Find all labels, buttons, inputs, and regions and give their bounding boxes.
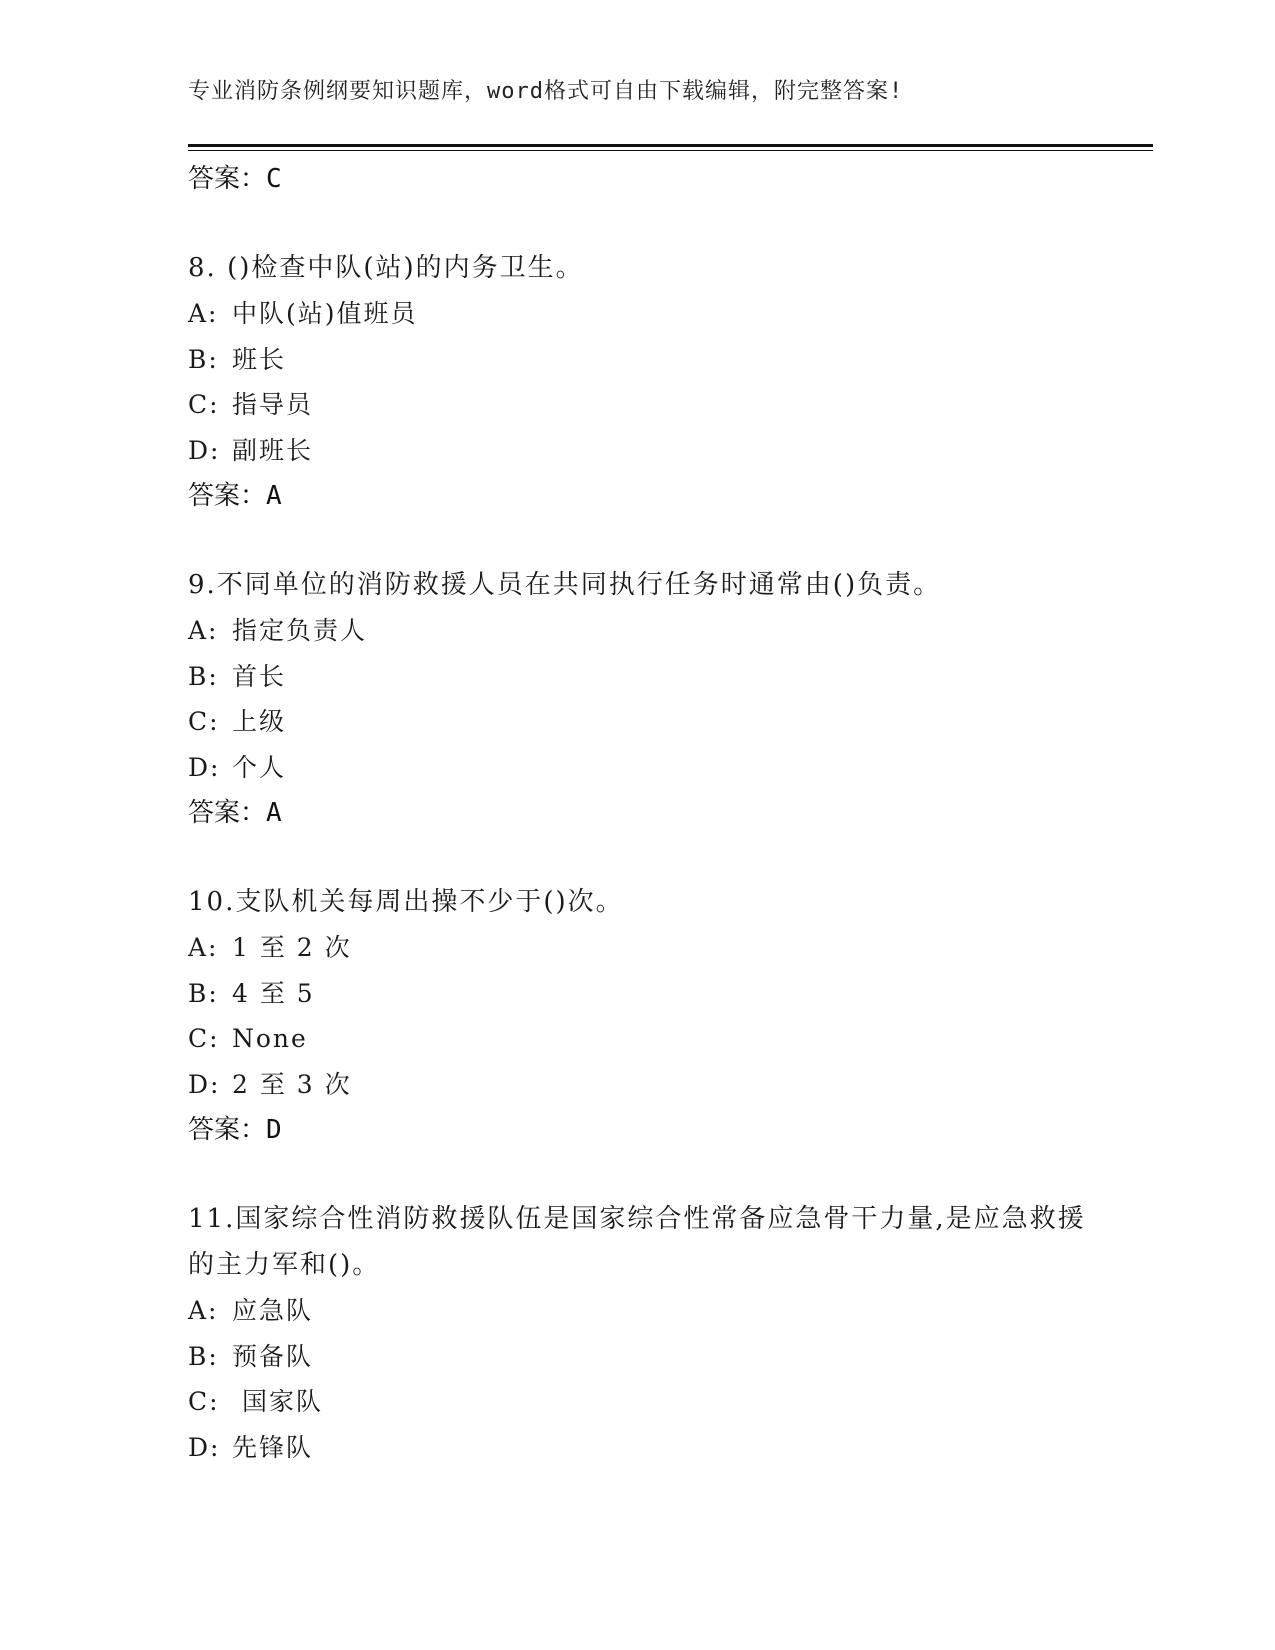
option-key: A: xyxy=(188,1296,219,1325)
option-text: 上级 xyxy=(232,707,287,736)
option-line xyxy=(188,382,1088,428)
question-list xyxy=(188,156,1088,1470)
answer-line: 答案：D xyxy=(188,1115,282,1145)
option-line xyxy=(188,1379,1088,1425)
option-text: 先锋队 xyxy=(232,1432,314,1462)
option-key: C: xyxy=(188,390,220,419)
option-line xyxy=(188,608,1088,654)
option-text: 应急队 xyxy=(232,1296,314,1325)
question-stem: 9.不同单位的消防救援人员在共同执行任务时通常由()负责。 xyxy=(188,570,942,600)
option-key: B: xyxy=(188,344,219,374)
option-text: 指导员 xyxy=(232,390,314,419)
option-line xyxy=(188,428,1088,474)
option-key: B: xyxy=(188,978,219,1008)
option-line xyxy=(188,337,1088,383)
question-stem: 11.国家综合性消防救援队伍是国家综合性常备应急骨干力量,是应急救援的主力军和()。 xyxy=(188,1204,1086,1280)
option-key: A: xyxy=(188,616,219,645)
option-line xyxy=(188,699,1088,745)
answer-line: 答案：C xyxy=(188,164,282,194)
option-text: None xyxy=(232,1024,308,1053)
option-line xyxy=(188,925,1088,971)
page-header: 专业消防条例纲要知识题库，word格式可自由下载编辑，附完整答案! xyxy=(188,79,904,104)
option-key: A: xyxy=(188,933,219,962)
question-stem: 8. ()检查中队(站)的内务卫生。 xyxy=(188,253,584,283)
option-line xyxy=(188,1016,1088,1062)
option-text: 1 至 2 次 xyxy=(232,933,352,962)
option-line xyxy=(188,971,1088,1017)
option-line xyxy=(188,1334,1088,1380)
question-stem: 10.支队机关每周出操不少于()次。 xyxy=(188,887,624,917)
header-rule-thin xyxy=(188,150,1153,151)
option-text: 个人 xyxy=(232,752,287,782)
answer-line: 答案：A xyxy=(188,481,282,511)
option-text: 班长 xyxy=(232,344,287,374)
header-rule xyxy=(188,144,1153,147)
option-key: A: xyxy=(188,299,219,328)
option-line xyxy=(188,1062,1088,1108)
option-key: C: xyxy=(188,1387,220,1416)
option-text: 国家队 xyxy=(232,1387,323,1416)
option-key: C: xyxy=(188,1024,220,1053)
option-key: D: xyxy=(188,435,221,465)
option-key: D: xyxy=(188,1069,221,1099)
answer-line: 答案：A xyxy=(188,798,282,828)
option-line xyxy=(188,1288,1088,1334)
option-text: 4 至 5 xyxy=(232,978,315,1008)
option-text: 中队(站)值班员 xyxy=(232,299,418,328)
option-line xyxy=(188,654,1088,700)
option-text: 指定负责人 xyxy=(232,616,368,645)
option-line xyxy=(188,291,1088,337)
option-key: C: xyxy=(188,707,220,736)
option-text: 副班长 xyxy=(232,435,314,465)
option-text: 预备队 xyxy=(232,1341,314,1371)
option-key: D: xyxy=(188,752,221,782)
option-line xyxy=(188,1425,1088,1471)
option-line xyxy=(188,745,1088,791)
option-text: 2 至 3 次 xyxy=(232,1069,352,1099)
option-key: B: xyxy=(188,1341,219,1371)
option-key: D: xyxy=(188,1432,221,1462)
option-text: 首长 xyxy=(232,661,287,691)
option-key: B: xyxy=(188,661,219,691)
